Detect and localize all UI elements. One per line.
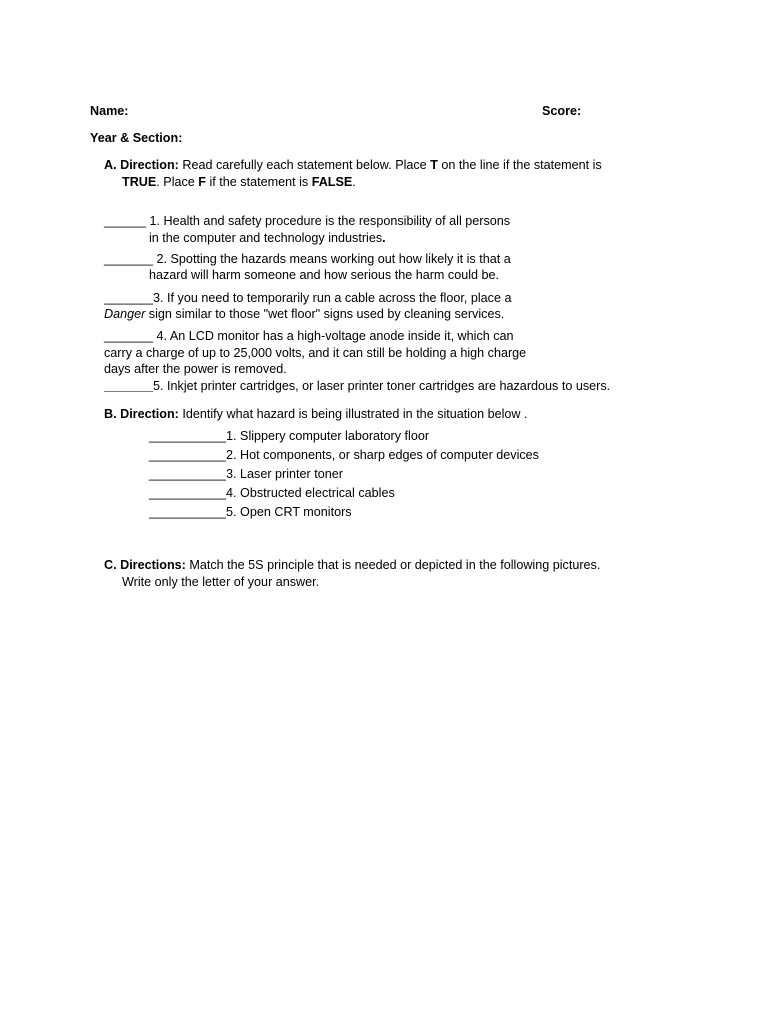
year-section-label: Year & Section: [90, 131, 183, 145]
answer-blank[interactable]: ___________ [149, 448, 227, 462]
section-a-direction-line2: TRUE. Place F if the statement is FALSE. [122, 175, 356, 189]
list-item: ___________4. Obstructed electrical cables [149, 486, 395, 500]
list-item: _______3. If you need to temporarily run a cable across the floor, place a [104, 291, 512, 305]
section-a-direction-line1: A. Direction: Read carefully each statement below. Place T on the line if the statement is [104, 158, 602, 172]
answer-blank[interactable]: _______ [104, 379, 154, 393]
list-item: ___________5. Open CRT monitors [149, 505, 352, 519]
list-item: ______ 1. Health and safety procedure is the responsibility of all persons [104, 214, 511, 228]
list-item-continued: days after the power is removed. [104, 362, 287, 376]
answer-blank[interactable]: _______ [104, 252, 154, 266]
answer-blank[interactable]: ___________ [149, 429, 227, 443]
answer-blank[interactable]: _______ [104, 291, 154, 305]
list-item: ___________2. Hot components, or sharp edges of computer devices [149, 448, 539, 462]
section-c-label: C. Directions: [104, 558, 186, 572]
section-a-label: A. Direction: [104, 158, 179, 172]
name-label: Name: [90, 104, 129, 118]
list-item: _______ 2. Spotting the hazards means working out how likely it is that a [104, 252, 511, 266]
section-c-direction-line2: Write only the letter of your answer. [122, 575, 320, 589]
answer-blank[interactable]: _______ [104, 329, 154, 343]
score-label: Score: [542, 104, 582, 118]
answer-blank[interactable]: ___________ [149, 486, 227, 500]
answer-blank[interactable]: ______ [104, 214, 147, 228]
section-b-label: B. Direction: [104, 407, 179, 421]
list-item: _______ 4. An LCD monitor has a high-voltage anode inside it, which can [104, 329, 514, 343]
section-c-direction-line1: C. Directions: Match the 5S principle that is needed or depicted in the following pictures. [104, 558, 601, 572]
list-item: ___________1. Slippery computer laboratory floor [149, 429, 430, 443]
list-item-continued: carry a charge of up to 25,000 volts, and it can still be holding a high charge [104, 346, 527, 360]
list-item: _______5. Inkjet printer cartridges, or laser printer toner cartridges are hazardous to users. [104, 379, 611, 393]
list-item: ___________3. Laser printer toner [149, 467, 343, 481]
list-item-continued: in the computer and technology industries. [149, 231, 386, 245]
list-item-continued: hazard will harm someone and how serious the harm could be. [149, 268, 500, 282]
list-item-continued: Danger sign similar to those "wet floor" signs used by cleaning services. [104, 307, 505, 321]
answer-blank[interactable]: ___________ [149, 505, 227, 519]
answer-blank[interactable]: ___________ [149, 467, 227, 481]
section-b-direction: B. Direction: Identify what hazard is being illustrated in the situation below . [104, 407, 528, 421]
